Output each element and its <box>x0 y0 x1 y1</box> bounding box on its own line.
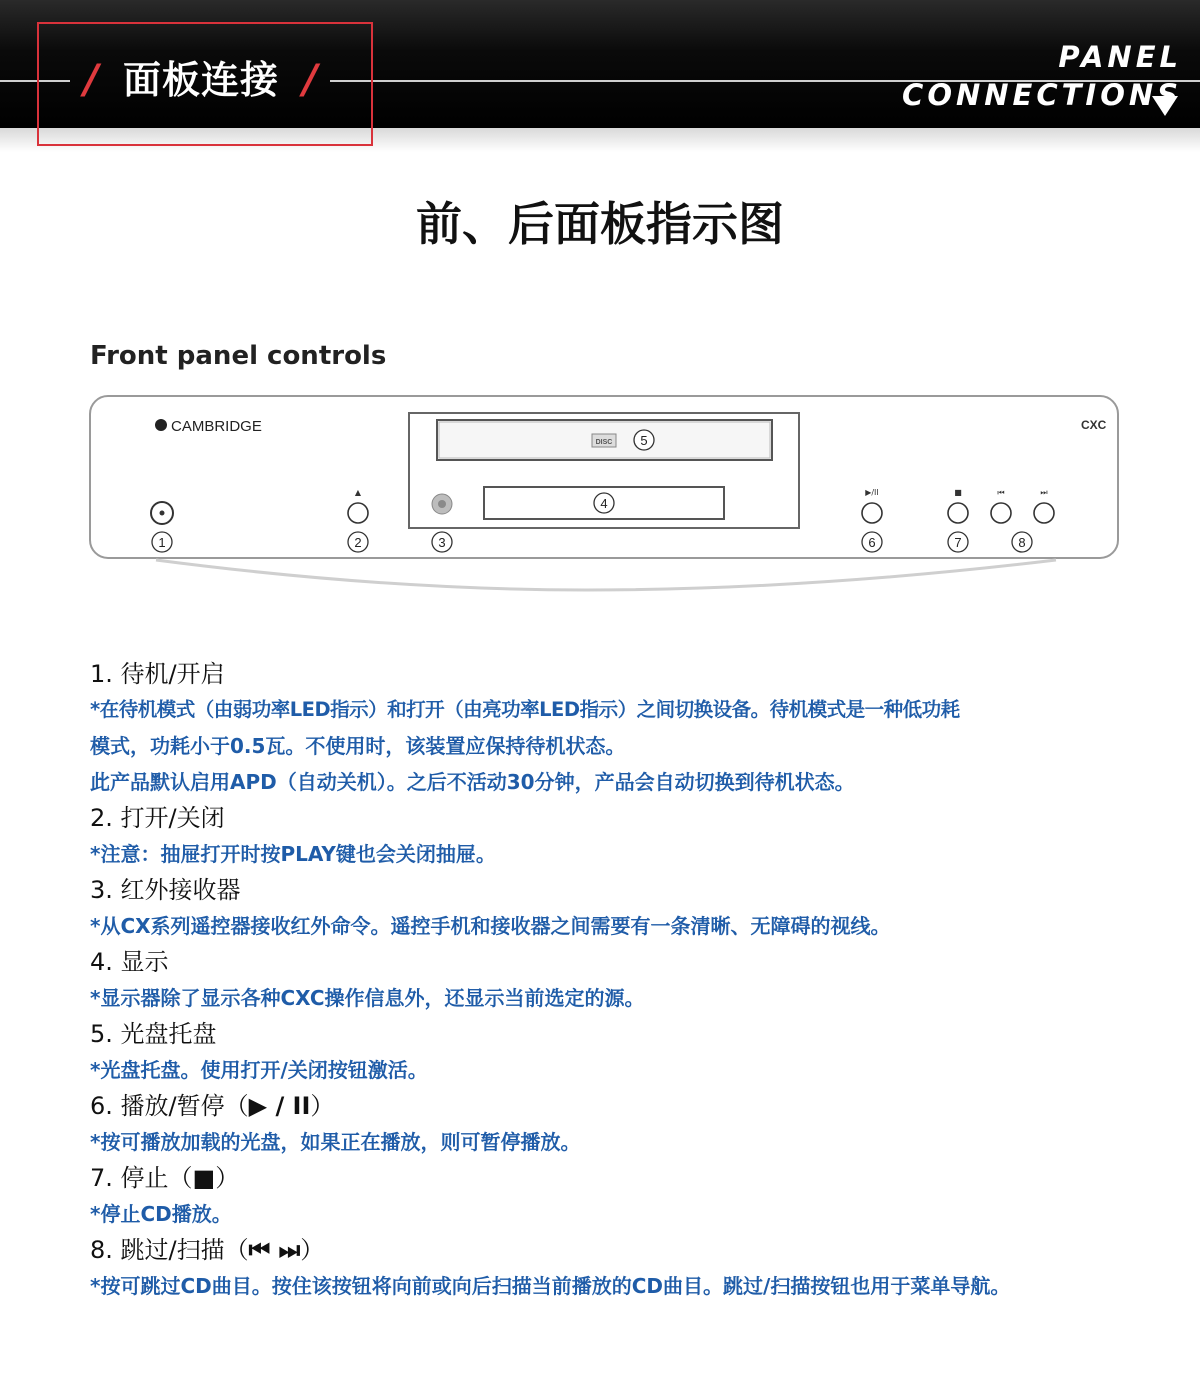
skip-forward-icon: ⏭ <box>1040 488 1048 497</box>
callout-8-label: 8 <box>1018 535 1026 550</box>
eject-icon: ▲ <box>354 488 362 497</box>
front-panel-diagram <box>86 392 1126 597</box>
callout-5-label: 5 <box>640 433 648 448</box>
item-6-title: 6. 播放/暂停（▶ / II） <box>90 1092 335 1120</box>
title-slash-right: / <box>303 57 318 103</box>
item-8-text: *按可跳过CD曲目。按住该按钮将向前或向后扫描当前播放的CD曲目。跳过/扫描按钮也用于菜单导航。 <box>90 1274 1011 1298</box>
banner-title-cn: 面板连接 <box>123 58 280 102</box>
item-2-title: 2. 打开/关闭 <box>90 804 225 832</box>
stop-icon: ■ <box>954 488 962 497</box>
skip-forward-button <box>1034 503 1054 523</box>
item-7-title: 7. 停止（■） <box>90 1164 240 1192</box>
item-3-title: 3. 红外接收器 <box>90 876 241 904</box>
skip-symbol: ⏮ ⏭ <box>248 1236 301 1264</box>
device-foot <box>156 560 1056 590</box>
stop-button <box>948 503 968 523</box>
title-slash-left: / <box>84 57 99 103</box>
item-8-title: 8. 跳过/扫描（⏮ ⏭） <box>90 1236 325 1264</box>
item-5-text: *光盘托盘。使用打开/关闭按钮激活。 <box>90 1058 428 1082</box>
callout-2-label: 2 <box>354 535 362 550</box>
section-title: Front panel controls <box>90 341 387 371</box>
play-pause-icon: ▶/II <box>865 488 879 497</box>
triangle-down-icon <box>1152 96 1178 116</box>
item-2-text: *注意：抽屉打开时按PLAY键也会关闭抽屉。 <box>90 842 496 866</box>
model-label: CXC <box>1081 418 1107 432</box>
disc-logo-label: DISC <box>595 439 613 446</box>
play-pause-button <box>862 503 882 523</box>
item-7-text: *停止CD播放。 <box>90 1202 232 1226</box>
item-4-title: 4. 显示 <box>90 948 169 976</box>
item-4-text: *显示器除了显示各种CXC操作信息外，还显示当前选定的源。 <box>90 986 645 1010</box>
callout-3-label: 3 <box>438 535 446 550</box>
callout-1-label: 1 <box>158 535 166 550</box>
callout-6-label: 6 <box>868 535 876 550</box>
item-6-text: *按可播放加载的光盘，如果正在播放，则可暂停播放。 <box>90 1130 581 1154</box>
skip-back-icon: ⏮ <box>997 488 1005 497</box>
stop-symbol: ■ <box>192 1164 216 1192</box>
item-5-title: 5. 光盘托盘 <box>90 1020 217 1048</box>
brand-logo-icon <box>155 419 167 431</box>
eject-button <box>348 503 368 523</box>
item-1-text-line: 此产品默认启用APD（自动关机）。之后不活动30分钟，产品会自动切换到待机状态。 <box>90 770 855 794</box>
item-3-text: *从CX系列遥控器接收红外命令。遥控手机和接收器之间需要有一条清晰、无障碍的视线。 <box>90 914 891 938</box>
skip-back-button <box>991 503 1011 523</box>
play-pause-symbol: ▶ / II <box>248 1092 311 1120</box>
control-descriptions <box>90 656 1130 1304</box>
page-title: 前、后面板指示图 <box>416 197 784 251</box>
brand-label: CAMBRIDGE <box>171 418 262 435</box>
item-1-text-line: *在待机模式（由弱功率LED指示）和打开（由亮功率LED指示）之间切换设备。待机模式是一种低功耗 <box>90 698 960 721</box>
banner-title-en: PANEL CONNECTIONS <box>902 40 1182 112</box>
title-highlight-frame <box>37 22 373 146</box>
item-1-title: 1. 待机/开启 <box>90 660 225 688</box>
item-1-text-line: 模式，功耗小于0.5瓦。不使用时，该装置应保持待机状态。 <box>90 734 626 758</box>
callout-4-label: 4 <box>600 496 608 511</box>
callout-7-label: 7 <box>954 535 962 550</box>
